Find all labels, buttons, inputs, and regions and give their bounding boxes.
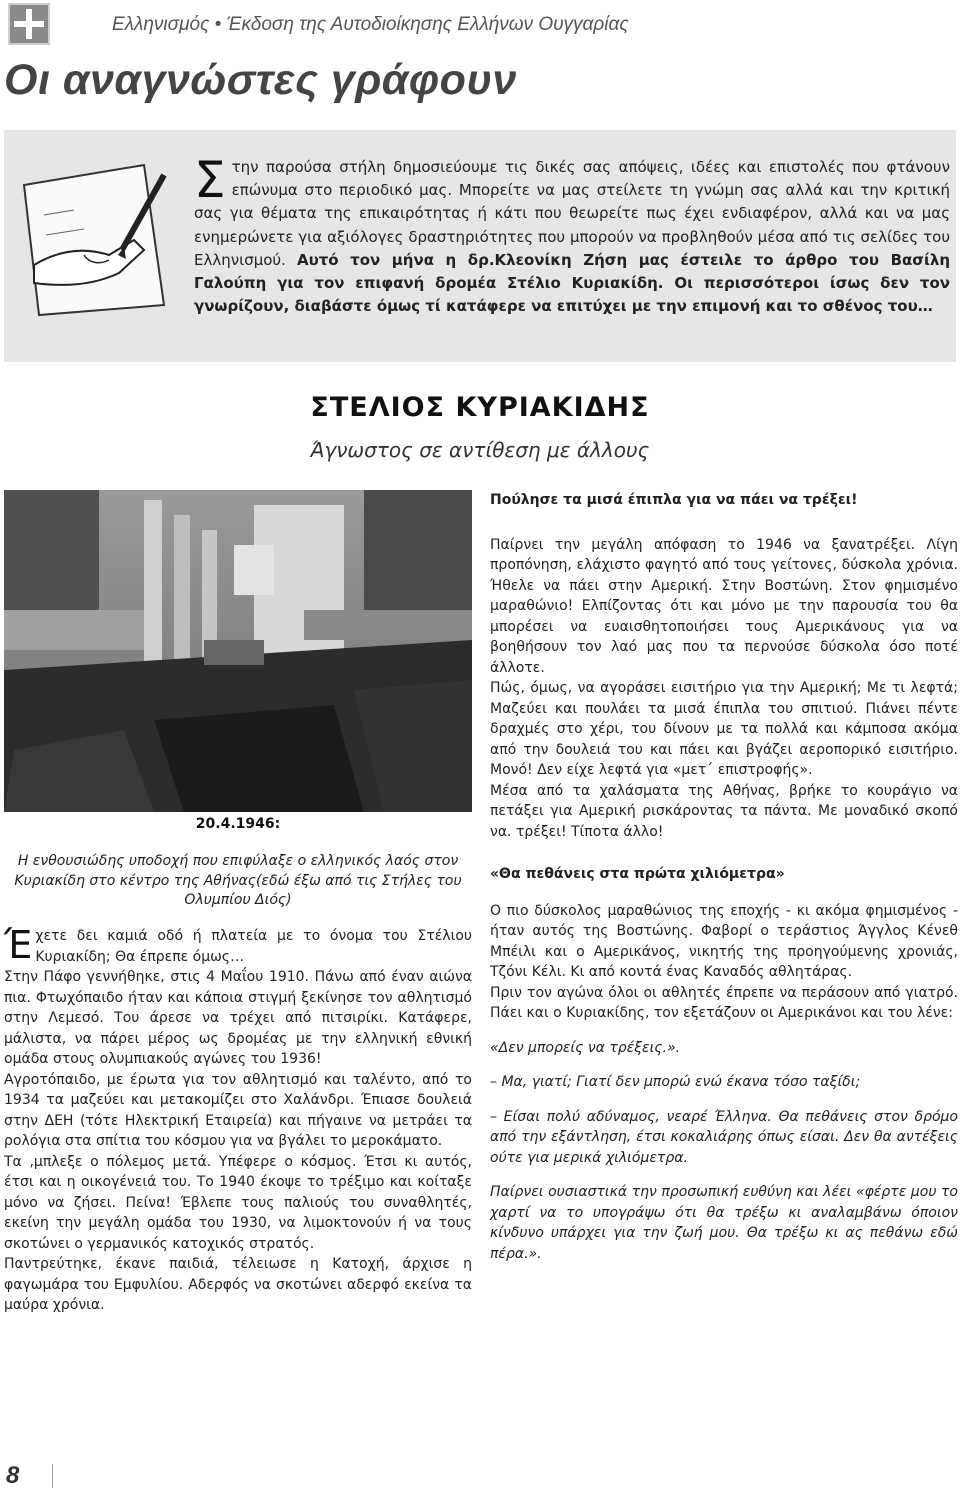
hand-writing-pencil-icon xyxy=(14,155,174,320)
left-column xyxy=(4,923,472,1316)
greek-flag-emblem-icon xyxy=(8,3,50,45)
quote: «Δεν μπορείς να τρέξεις.». xyxy=(490,1039,681,1056)
article-subtitle: Άγνωστος σε αντίθεση με άλλους xyxy=(310,438,650,462)
dropcap: Έ xyxy=(4,923,33,967)
page-number-divider xyxy=(52,1464,53,1488)
article-title: ΣΤΕΛΙΟΣ ΚΥΡΙΑΚΙΔΗΣ xyxy=(310,392,650,423)
crowd-photo-image xyxy=(4,490,472,812)
left-para: Τα ,μπλεξε ο πόλεμος μετά. Υπέφερε ο κόσμος. Έτσι κι αυτός, έτσι και η οικογένειά του. Το 1940 έκοψε το τρέξιμο και κοίταξε μόνο να ζήσει. Πείνα! Έβλεπε τους παλιούς του συναθλητές, εκείνη την μεγάλη ομάδα του 1930, να λιμοκτονούν ή να τους σκοτώνει ο γερμανικός κατοχικός στρατός. xyxy=(4,1153,472,1252)
photo-caption-date: 20.4.1946: xyxy=(195,816,281,832)
left-para: Στην Πάφο γεννήθηκε, στις 4 Μαΐου 1910. Πάνω από έναν αιώνα πια. Φτωχόπαιδο ήταν και κάποια στιγμή ξεκίνησε τον αθλητισμό στην Λεμεσό. Του άρεσε να τρέχει από πιτσιρίκι. Κατάφερε, μάλιστα, να πάρει μέρος ως δρομέας με την ελληνική εθνική ομάδα στους ολυμπιακούς αγώνες του 1936! xyxy=(4,969,472,1067)
page-number: 8 xyxy=(6,1462,20,1489)
intro-box xyxy=(4,130,956,362)
publication-name: Ελληνισμός • Έκδοση της Αυτοδιοίκησης Ελλήνων Ουγγαρίας xyxy=(112,14,629,35)
right-column xyxy=(490,490,958,1264)
section-lead: Πούλησε τα μισά έπιπλα για να πάει να τρέξει! xyxy=(490,492,858,508)
right-para: Πώς, όμως, να αγοράσει εισιτήριο για την Αμερική; Με τι λεφτά; Μαζεύει και πουλάει τα μισά έπιπλα του σπιτιού. Πιάνει πέντε δραχμές στο χέρι, του δίνουν με τα πολλά και κάμποσα ακόμα από την δουλειά του και πάει και βγάζει αεροπορικό εισιτήριο. Μονό! Δεν είχε λεφτά για «μετ΄ επιστροφής». xyxy=(490,680,958,778)
left-para: Παντρεύτηκε, έκανε παιδιά, τέλειωσε η Κατοχή, άρχισε η φαγωμάρα του Εμφυλίου. Αδερφός να σκοτώνει αδερφό εκείνα τα μαύρα χρόνια. xyxy=(4,1256,472,1313)
right-para: Παίρνει την μεγάλη απόφαση το 1946 να ξανατρέξει. Λίγη προπόνηση, ελάχιστο φαγητό από τους γείτονες, δύσκολα χρόνια. Ήθελε να πάει στην Αμερική. Στην Βοστώνη. Στον φημισμένο μαραθώνιο! Ελπίζοντας ότι και μόνο με την παρουσία του θα μπορέσει να ευαισθητοποιήσει τους Αμερικάνους για να βοηθήσουν τον λαό μας που τα περνούσε δύσκολα όσο ποτέ άλλοτε. xyxy=(490,536,958,676)
right-para: Πριν τον αγώνα όλοι οι αθλητές έπρεπε να περάσουν από γιατρό. Πάει και ο Κυριακίδης, τον εξετάζουν οι Αμερικάνοι και του λένε: xyxy=(490,984,958,1021)
quote: – Μα, γιατί; Γιατί δεν μπορώ ενώ έκανα τόσο ταξίδι; xyxy=(490,1074,861,1090)
quote: – Είσαι πολύ αδύναμος, νεαρέ Έλληνα. Θα πεθάνεις στον δρόμο από την εξάντληση, έτσι κοκαλιάρης όπως είσαι. Δεν θα αντέξεις ούτε για μερικά χιλιόμετρα. xyxy=(490,1108,958,1166)
page-title: Οι αναγνώστες γράφουν xyxy=(4,56,517,104)
left-para-first: Έχετε δει καμιά οδό ή πλατεία με το όνομα του Στέλιου Κυριακίδη; Θα έπρεπε όμως… xyxy=(4,923,472,967)
intro-text xyxy=(194,151,951,318)
left-para: Αγροτόπαιδο, με έρωτα για τον αθλητισμό και ταλέντο, από το 1934 τα μαζεύει και μετακομίζει στο Χαλάνδρι. Έπιασε δουλειά στην ΔΕΗ (τότε Ηλεκτρική Εταιρεία) και πήγαινε να μετράει τα ρολόγια στα σπίτια του κόσμου για να βγάλει το μεροκάματο. xyxy=(4,1071,472,1149)
section-heading: «Θα πεθάνεις στα πρώτα χιλιόμετρα» xyxy=(490,866,785,882)
quote: Παίρνει ουσιαστικά την προσωπική ευθύνη και λέει «φέρτε μου το χαρτί να το υπογράψω ότι θα τρέξω κι αναλαμβάνω όποιον κίνδυνο υπάρχει για την ζωή μου. Θα τρέξω κι ας πεθάνω εδώ πέρα.». xyxy=(490,1184,958,1262)
historic-photo xyxy=(4,490,472,812)
right-para: Μέσα από τα χαλάσματα της Αθήνας, βρήκε το κουράγιο να πετάξει για Αμερική ρισκάροντας τα πάντα. Με μοναδικό σκοπό να. τρέξει! Τίποτα άλλο! xyxy=(490,782,958,840)
right-para: Ο πιο δύσκολος μαραθώνιος της εποχής - κι ακόμα φημισμένος - ήταν αυτός της Βοστώνης. Φαβορί ο τεράστιος Άγγλος Κένεθ Μπέιλι και ο Αμερικάνος, νικητής της προηγούμενης χρονιάς, Τζόνι Κέλι. Κι από κοντά ένας Καναδός αθλητάρας. xyxy=(490,902,958,980)
page-header xyxy=(0,0,960,58)
photo-caption: Η ενθουσιώδης υποδοχή που επιφύλαξε ο ελληνικός λαός στον Κυριακίδη στο κέντρο της Αθήνας(εδώ έξω από τις Στήλες του Ολυμπίου Διός) xyxy=(14,853,462,908)
intro-body: την παρούσα στήλη δημοσιεύουμε τις δικές σας απόψεις, ιδέες και επιστολές που φτάνουν επώνυμα στο περιοδικό μας. Μπορείτε να μας στείλετε τη γνώμη σας αλλά και την κριτική σας για θέματα της επικαιρότητας ή κάτι που θεωρείτε πως έχει ενδιαφέρον, αλλά και να μας ενημερώνετε για αξιόλογες δραστηριότητες που μπορούν να προβληθούν μέσα από τις σελίδες του Ελληνισμού. xyxy=(194,158,950,269)
dropcap: Σ xyxy=(194,151,226,209)
intro-highlight: Αυτό τον μήνα η δρ.Κλεονίκη Ζήση μας έστειλε το άρθρο του Βασίλη Γαλούπη για τον επιφανή δρομέα Στέλιο Κυριακίδη. Οι περισσότεροι ίσως δεν τον γνωρίζουν, διαβάστε όμως τί κατάφερε να επιτύχει με την επιμονή και το σθένος του… xyxy=(194,250,951,316)
